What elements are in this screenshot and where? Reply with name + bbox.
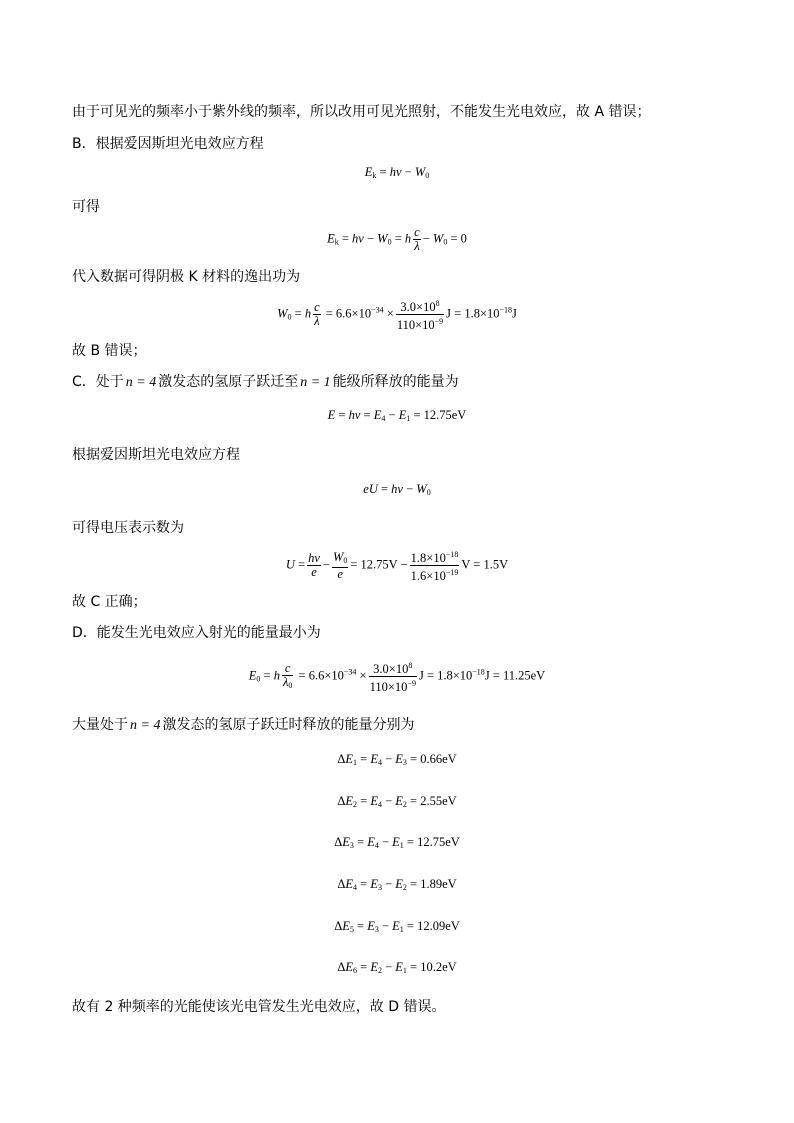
equation-delta-e3: $\Delta E_3 = E_4 - E_1 = 12.75eV$ xyxy=(334,835,460,850)
equation-stopping-voltage: eU = $h\nu - W_0$ xyxy=(363,482,431,497)
text-line-einstein: 根据爱因斯坦光电效应方程 xyxy=(72,447,240,463)
transitions-prefix: 大量处于 xyxy=(72,717,128,733)
text-line-can-get: 可得 xyxy=(72,199,100,215)
text-line-voltmeter: 可得电压表示数为 xyxy=(72,520,184,536)
inline-math-n4-second: n = 4 xyxy=(130,718,161,733)
equation-voltage-result: U = $\frac{h\nu}{e}$ − $\frac{W_0}{e}$ = 12.75V − $\frac{1.8\times 10^{-18}}{1.6\times 10^{-19}}$ V = 1.5V xyxy=(285,549,509,583)
option-c-suffix: 能级所释放的能量为 xyxy=(332,374,459,390)
equation-min-energy: $E_0 = h$ $\frac{c}{\lambda_0}$ = $6.6\times 10^{-34}$ × $\frac{3.0\times 10^8}{110\times 10^{-9}}$ $J = 1.8\times 10^{-18}J = 11.25eV$ xyxy=(248,660,546,694)
equation-delta-e5: $\Delta E_5 = E_3 - E_1 = 12.09eV$ xyxy=(334,919,460,934)
option-c-heading xyxy=(72,373,459,392)
option-b-heading: B．根据爱因斯坦光电效应方程 xyxy=(72,136,264,152)
option-d-heading: D．能发生光电效应入射光的能量最小为 xyxy=(72,625,321,641)
conclusion-c: 故 C 正确； xyxy=(72,594,147,610)
equation-delta-e6: $\Delta E_6 = E_2 - E_1 = 10.2eV$ xyxy=(337,960,457,975)
equation-work-function: $W_0 = h$ $\frac{c}{\lambda}$ = $6.6\times 10^{-34}$ × $\frac{3.0\times 10^8}{110\times 10^{-9}}$ $J = 1.8\times 10^{-18}J$ xyxy=(277,299,517,332)
option-c-mid: 激发态的氢原子跃迁至 xyxy=(158,374,299,390)
inline-math-n4: n = 4 xyxy=(125,375,157,390)
equation-delta-e1: $\Delta E_1 = E_4 - E_3 = 0.66eV$ xyxy=(337,752,457,767)
option-c-prefix: C．处于 xyxy=(72,374,124,390)
inline-math-n1: n = 1 xyxy=(300,375,331,390)
conclusion-b: 故 B 错误； xyxy=(72,343,147,359)
text-line-transitions xyxy=(72,716,414,735)
conclusion-d: 故有 2 种频率的光能使该光电管发生光电效应，故 D 错误。 xyxy=(72,999,446,1015)
equation-photoelectric: $E_k = h\nu - W_0$ xyxy=(364,165,430,180)
text-line-work-function: 代入数据可得阴极 K 材料的逸出功为 xyxy=(72,269,301,285)
equation-delta-e4: $\Delta E_4 = E_3 - E_2 = 1.89eV$ xyxy=(337,877,457,892)
equation-threshold: $E_k = h\nu - W_0 = h$ $\frac{c}{\lambda}$ − $W_0 = 0$ xyxy=(327,225,467,253)
text-line-1: 由于可见光的频率小于紫外线的频率，所以改用可见光照射，不能发生光电效应，故 A 错误； xyxy=(72,104,651,120)
equation-emitted-energy: $E = h\nu = E_4 - E_1 = 12.75eV$ xyxy=(327,408,467,423)
transitions-suffix: 激发态的氢原子跃迁时释放的能量分别为 xyxy=(162,717,415,733)
equation-delta-e2: $\Delta E_2 = E_4 - E_2 = 2.55eV$ xyxy=(337,794,457,809)
